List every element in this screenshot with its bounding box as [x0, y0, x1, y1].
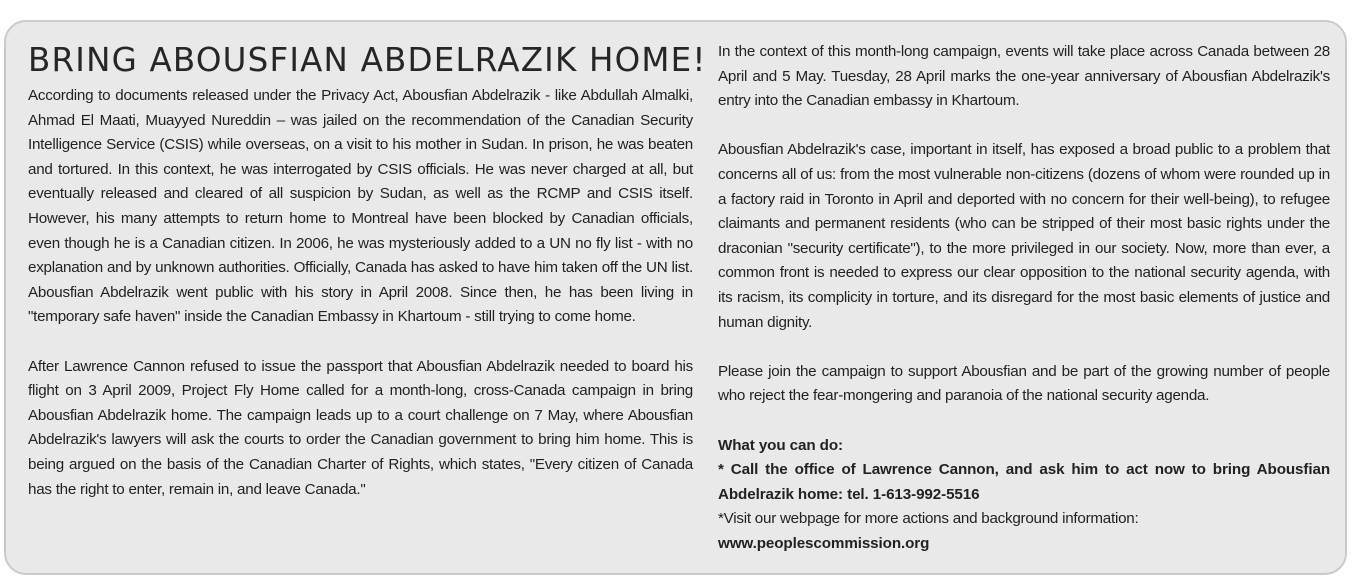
cta-call-line: * Call the office of Lawrence Cannon, and ask him to act now to bring Abousfian Abdelrazik home: tel. 1-613-992-5516: [718, 461, 1330, 503]
paragraph-join: Please join the campaign to support Abousfian and be part of the growing number of people who reject the fear-mongering and paranoia of the national security agenda.: [718, 362, 1330, 405]
cta-heading: What you can do:: [718, 436, 843, 454]
paragraph-gap: [28, 330, 693, 355]
paragraph-gap: [718, 114, 1330, 139]
paragraph-gap: [718, 409, 1330, 434]
paragraph-campaign: After Lawrence Cannon refused to issue the passport that Abousfian Abdelrazik needed to board his flight on 3 April 2009, Project Fly Home called for a month-long, cross-Canada campaign in bring Abousfian Abdelrazik home. The campaign leads up to a court challenge on 7 May, where Abousfian Abdelrazik's lawyers will ask the courts to order the Canadian government to bring him home. This is being argued on the basis of the Canadian Charter of Rights, which states, "Every citizen of Canada has the right to enter, remain in, and leave Canada.": [28, 357, 693, 498]
paragraph-case: Abousfian Abdelrazik's case, important in itself, has exposed a broad public to a problem that concerns all of us: from the most vulnerable non-citizens (dozens of whom were rounded up in a factory raid in Toronto in April and deported with no concern for their well-being), to refugee claimants and permanent residents (who can be stripped of their most basic rights under the draconian "security certificate"), to the more privileged in our society. Now, more than ever, a common front is needed to express our clear opposition to the national security agenda, with its racism, its complicity in torture, and its disregard for the most basic elements of justice and human dignity.: [718, 141, 1330, 331]
article-panel: [4, 20, 1347, 575]
website-link[interactable]: www.peoplescommission.org: [718, 534, 930, 552]
right-column: [718, 40, 1330, 556]
paragraph-background: According to documents released under the Privacy Act, Abousfian Abdelrazik - like Abdullah Almalki, Ahmad El Maati, Muayyed Nureddin – was jailed on the recommendation of the Canadian Security Intelligence Service (CSIS) while overseas, on a visit to his mother in Sudan. In prison, he was beaten and tortured. In this context, he was interrogated by CSIS officials. He was never charged at all, but eventually released and cleared of all suspicion by Sudan, as well as the RCMP and CSIS itself. However, his many attempts to return home to Montreal have been blocked by Canadian officials, even though he is a Canadian citizen. In 2006, he was mysteriously added to a UN no fly list - with no explanation and by unknown authorities. Officially, Canada has asked to have him taken off the UN list. Abousfian Abdelrazik went public with his story in April 2008. Since then, he has been living in "temporary safe haven" inside the Canadian Embassy in Khartoum - still trying to come home.: [28, 87, 693, 326]
paragraph-gap: [718, 335, 1330, 360]
article-title: BRING ABOUSFIAN ABDELRAZIK HOME!: [28, 41, 707, 79]
paragraph-events: In the context of this month-long campaign, events will take place across Canada between 28 April and 5 May. Tuesday, 28 April marks the one-year anniversary of Abousfian Abdelrazik's entry into the Canadian embassy in Khartoum.: [718, 43, 1330, 110]
call-to-action: [718, 434, 1330, 557]
left-column: [28, 40, 707, 502]
cta-visit-line: *Visit our webpage for more actions and background information:: [718, 510, 1139, 528]
